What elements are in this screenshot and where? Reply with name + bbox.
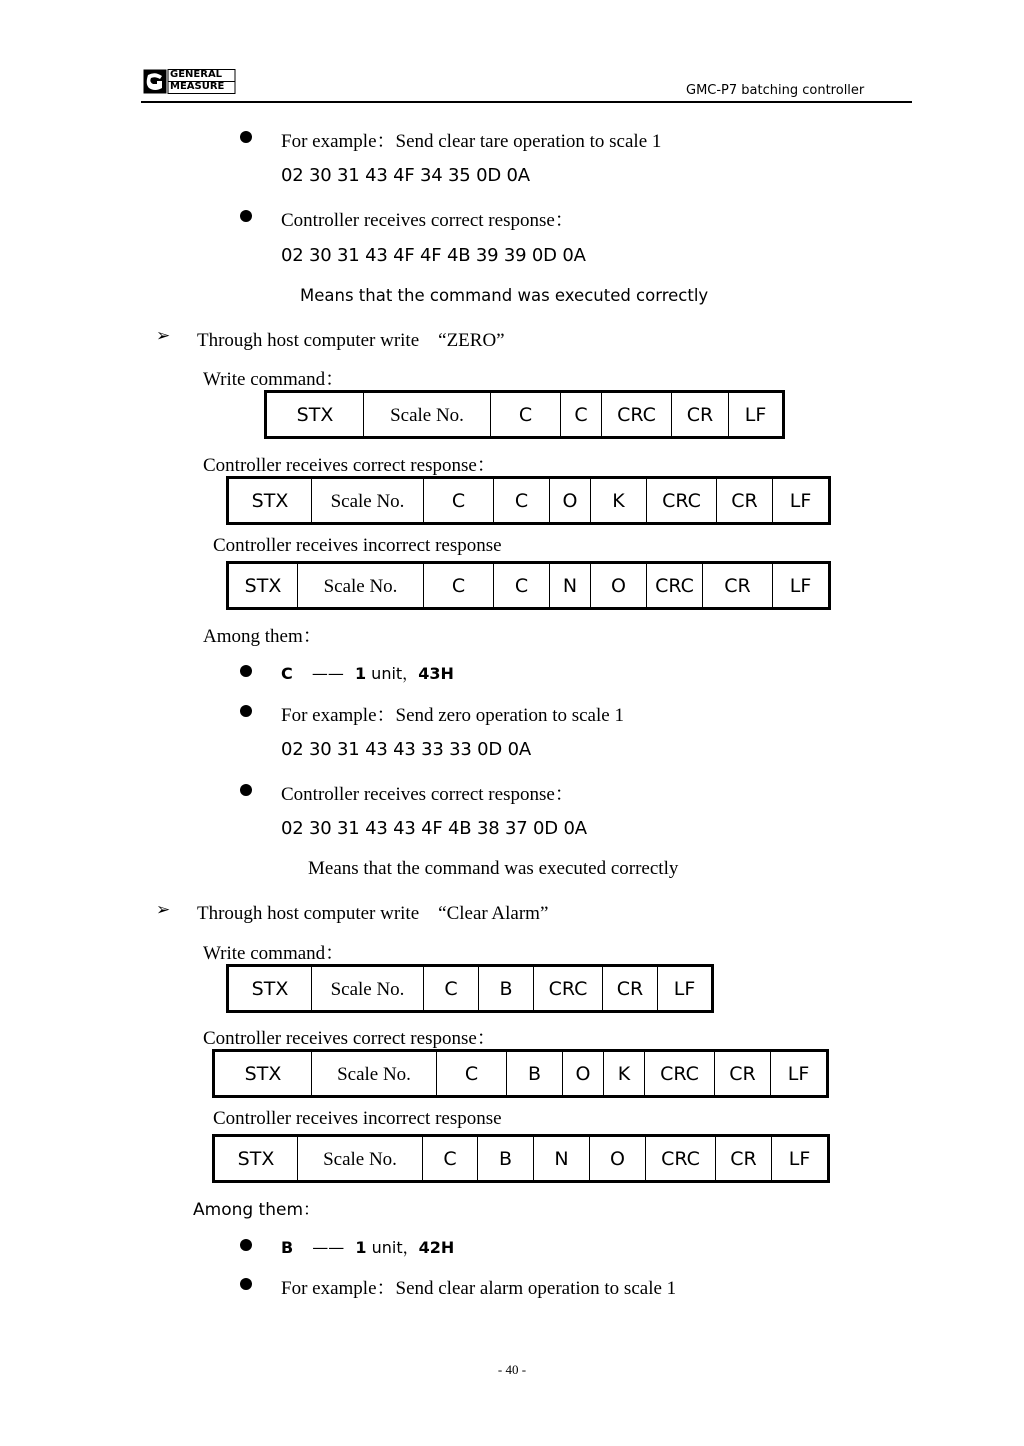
def-unit: unit， [371, 1238, 419, 1257]
def-code: C [281, 664, 293, 683]
frame-cell: STX [214, 1051, 312, 1097]
frame-cell: CR [715, 1051, 771, 1097]
frame-cell: C [437, 1051, 507, 1097]
frame-cell: CRC [602, 392, 672, 438]
response-hex: 02 30 31 43 43 4F 4B 38 37 0D 0A [281, 818, 587, 839]
frame-cell: Scale No. [312, 1051, 437, 1097]
clear-alarm-correct-frame [212, 1049, 829, 1098]
page-number: - 40 - [497, 1362, 527, 1377]
def-num: 1 [355, 1238, 367, 1257]
bullet-icon [240, 784, 252, 796]
frame-cell: CRC [646, 1136, 716, 1182]
frame-cell: N [534, 1136, 590, 1182]
correct-response-label: Controller receives correct response： [203, 455, 496, 476]
code-definition [281, 661, 454, 684]
company-logo [143, 69, 236, 94]
header-title: GMC-P7 batching controller [686, 83, 865, 98]
frame-cell: Scale No. [312, 478, 424, 524]
frame-cell: CRC [534, 966, 603, 1012]
frame-cell: C [494, 478, 550, 524]
frame-cell: LF [773, 478, 830, 524]
frame-cell: Scale No. [298, 1136, 423, 1182]
arrow-bullet-icon: ➢ [156, 900, 171, 920]
frame-cell: Scale No. [312, 966, 424, 1012]
frame-cell: STX [266, 392, 364, 438]
zero-correct-frame [226, 476, 831, 525]
clear-alarm-write-frame [226, 964, 714, 1013]
def-hex: 43H [418, 664, 454, 683]
frame-cell: CR [717, 478, 773, 524]
response-label: Controller receives correct response： [281, 784, 574, 805]
example-hex: 02 30 31 43 43 33 33 0D 0A [281, 739, 531, 760]
frame-cell: C [424, 478, 494, 524]
correct-response-label: Controller receives correct response： [203, 1028, 496, 1049]
frame-cell: LF [773, 563, 830, 609]
write-command-label: Write command： [203, 369, 345, 390]
incorrect-response-label: Controller receives incorrect response [213, 1108, 502, 1129]
def-num: 1 [354, 664, 367, 683]
frame-cell: CR [716, 1136, 772, 1182]
frame-cell: C [494, 563, 550, 609]
frame-cell: K [591, 478, 647, 524]
frame-cell: B [507, 1051, 563, 1097]
frame-cell: LF [729, 392, 784, 438]
clear-alarm-incorrect-frame [212, 1134, 830, 1183]
def-dash: —— [312, 1238, 345, 1257]
section-title-zero: Through host computer write “ZERO” [197, 330, 505, 351]
header-rule [141, 101, 912, 103]
frame-cell: STX [228, 478, 312, 524]
def-dash: —— [311, 664, 344, 683]
frame-cell: N [550, 563, 591, 609]
example-hex: 02 30 31 43 4F 34 35 0D 0A [281, 165, 530, 186]
bullet-icon [240, 210, 252, 222]
bullet-icon [240, 705, 252, 717]
arrow-bullet-icon: ➢ [156, 326, 171, 346]
def-unit: unit， [371, 664, 419, 683]
response-label: Controller receives correct response： [281, 210, 574, 231]
frame-cell: B [479, 966, 534, 1012]
frame-cell: STX [228, 966, 312, 1012]
frame-cell: O [550, 478, 591, 524]
logo-text-line1: GENERAL [170, 69, 223, 80]
zero-write-frame [264, 390, 785, 439]
frame-cell: C [424, 563, 494, 609]
frame-cell: Scale No. [298, 563, 424, 609]
bullet-icon [240, 1239, 252, 1251]
example-label: For example：Send zero operation to scale 1 [281, 705, 624, 726]
bullet-icon [240, 1278, 252, 1290]
among-them-label: Among them： [193, 1200, 321, 1220]
frame-cell: Scale No. [364, 392, 491, 438]
frame-cell: CRC [647, 563, 703, 609]
def-hex: 42H [418, 1238, 455, 1257]
among-them-label: Among them： [203, 626, 322, 647]
example-label: For example：Send clear tare operation to scale 1 [281, 131, 662, 152]
frame-cell: CR [672, 392, 729, 438]
frame-cell: STX [228, 563, 298, 609]
frame-cell: K [604, 1051, 645, 1097]
frame-cell: LF [771, 1051, 828, 1097]
frame-cell: C [491, 392, 561, 438]
result-note: Means that the command was executed correctly [300, 286, 709, 305]
frame-cell: CR [703, 563, 773, 609]
code-definition [281, 1235, 454, 1258]
zero-incorrect-frame [226, 561, 831, 610]
frame-cell: CRC [645, 1051, 715, 1097]
response-hex: 02 30 31 43 4F 4F 4B 39 39 0D 0A [281, 245, 586, 266]
frame-cell: CR [603, 966, 658, 1012]
frame-cell: B [478, 1136, 534, 1182]
section-title-clear-alarm: Through host computer write “Clear Alarm” [197, 903, 549, 924]
bullet-icon [240, 131, 252, 143]
frame-cell: STX [214, 1136, 298, 1182]
frame-cell: O [590, 1136, 646, 1182]
frame-cell: CRC [647, 478, 717, 524]
write-command-label: Write command： [203, 943, 345, 964]
frame-cell: LF [772, 1136, 829, 1182]
example-label: For example：Send clear alarm operation to scale 1 [281, 1278, 677, 1299]
logo-text-line2: MEASURE [170, 81, 225, 92]
frame-cell: O [591, 563, 647, 609]
frame-cell: O [563, 1051, 604, 1097]
frame-cell: C [561, 392, 602, 438]
frame-cell: LF [658, 966, 713, 1012]
frame-cell: C [423, 1136, 478, 1182]
frame-cell: C [424, 966, 479, 1012]
result-note: Means that the command was executed correctly [308, 858, 679, 879]
bullet-icon [240, 665, 252, 677]
incorrect-response-label: Controller receives incorrect response [213, 535, 502, 556]
def-code: B [281, 1238, 294, 1257]
